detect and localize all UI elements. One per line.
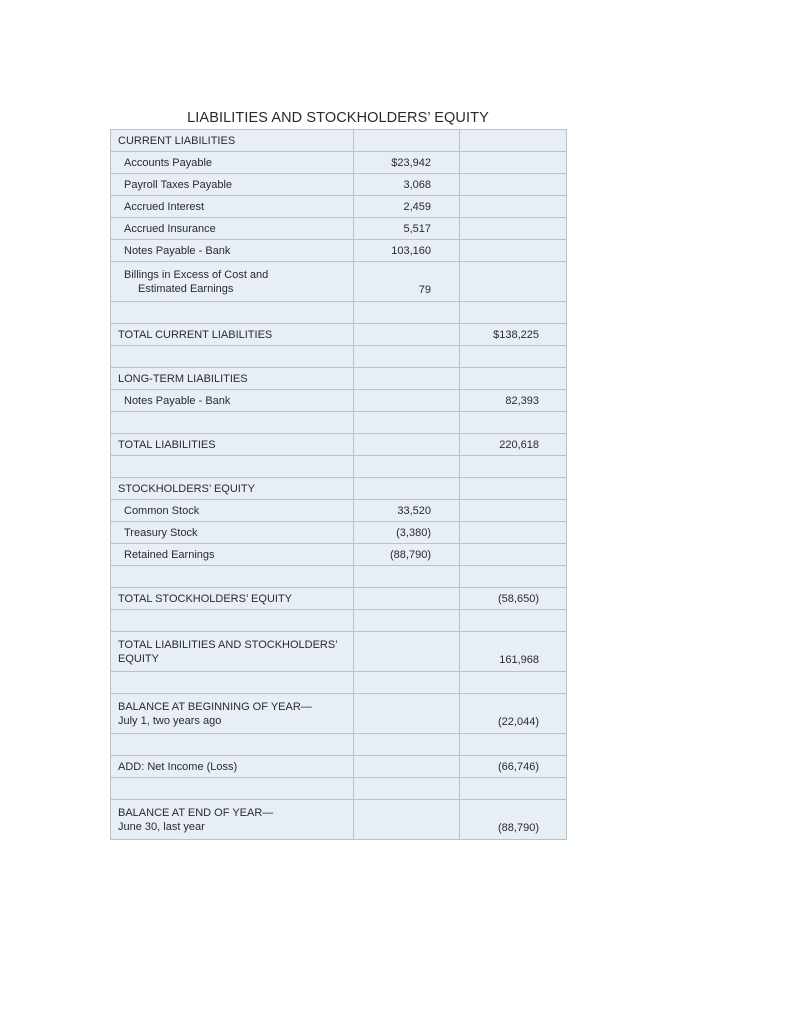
table-row: [111, 522, 567, 544]
total-stockholders-equity-label: TOTAL STOCKHOLDERS’ EQUITY: [111, 588, 354, 610]
balance-beginning-label: [111, 694, 354, 734]
statement-title: LIABILITIES AND STOCKHOLDERS’ EQUITY: [187, 110, 489, 126]
line-item-label: Retained Earnings: [111, 544, 354, 566]
line-item-label: Accounts Payable: [111, 152, 354, 174]
total-current-liabilities-label: TOTAL CURRENT LIABILITIES: [111, 324, 354, 346]
net-income-label: ADD: Net Income (Loss): [111, 756, 354, 778]
section-heading-long-term-liabilities: LONG-TERM LIABILITIES: [111, 368, 354, 390]
total-stockholders-equity-amount: (58,650): [460, 588, 567, 610]
balance-beginning-line1: BALANCE AT BEGINNING OF YEAR—: [118, 700, 312, 713]
balance-beginning-line2: July 1, two years ago: [118, 714, 222, 727]
balance-end-label: [111, 800, 354, 840]
table-row: [111, 130, 567, 152]
line-item-amount: 2,459: [354, 196, 460, 218]
table-row-spacer: [111, 456, 567, 478]
total-liabilities-equity-line1: TOTAL LIABILITIES AND STOCKHOLDERS’: [118, 638, 338, 651]
line-item-label: Payroll Taxes Payable: [111, 174, 354, 196]
table-row-spacer: [111, 672, 567, 694]
section-heading-current-liabilities: CURRENT LIABILITIES: [111, 130, 354, 152]
line-item-amount: 33,520: [354, 500, 460, 522]
liabilities-equity-table: [110, 129, 567, 840]
total-current-liabilities-amount: $138,225: [460, 324, 567, 346]
table-row: [111, 196, 567, 218]
line-item-amount: 79: [354, 262, 460, 302]
table-row: [111, 694, 567, 734]
line-item-amount: 3,068: [354, 174, 460, 196]
table-row-spacer: [111, 302, 567, 324]
total-liabilities-amount: 220,618: [460, 434, 567, 456]
balance-beginning-amount: (22,044): [460, 694, 567, 734]
line-item-label: Notes Payable - Bank: [111, 240, 354, 262]
table-row: [111, 240, 567, 262]
table-row: [111, 756, 567, 778]
table-row: [111, 368, 567, 390]
line-item-amount: 103,160: [354, 240, 460, 262]
table-row-spacer: [111, 566, 567, 588]
table-row: [111, 478, 567, 500]
total-liabilities-equity-label: [111, 632, 354, 672]
billings-label-line1: Billings in Excess of Cost and: [124, 268, 269, 281]
table-row: [111, 500, 567, 522]
line-item-amount: $23,942: [354, 152, 460, 174]
table-row: [111, 544, 567, 566]
billings-label-line2: Estimated Earnings: [138, 282, 234, 295]
total-liabilities-equity-amount: 161,968: [460, 632, 567, 672]
line-item-label-billings: [111, 262, 354, 302]
table-row-spacer: [111, 734, 567, 756]
table-row: [111, 434, 567, 456]
table-row: [111, 152, 567, 174]
line-item-label: Common Stock: [111, 500, 354, 522]
table-row-spacer: [111, 778, 567, 800]
line-item-label: Treasury Stock: [111, 522, 354, 544]
table-row: [111, 588, 567, 610]
table-row: [111, 390, 567, 412]
table-row-spacer: [111, 412, 567, 434]
line-item-label: Notes Payable - Bank: [111, 390, 354, 412]
net-income-amount: (66,746): [460, 756, 567, 778]
section-heading-stockholders-equity: STOCKHOLDERS’ EQUITY: [111, 478, 354, 500]
table-row: [111, 324, 567, 346]
table-row: [111, 262, 567, 302]
table-row: [111, 174, 567, 196]
table-row-spacer: [111, 610, 567, 632]
table-row: [111, 800, 567, 840]
line-item-amount: (3,380): [354, 522, 460, 544]
balance-end-line1: BALANCE AT END OF YEAR—: [118, 806, 274, 819]
total-liabilities-equity-line2: EQUITY: [118, 652, 159, 665]
line-item-amount: 82,393: [460, 390, 567, 412]
table-row: [111, 218, 567, 240]
balance-end-amount: (88,790): [460, 800, 567, 840]
line-item-label: Accrued Interest: [111, 196, 354, 218]
line-item-amount: (88,790): [354, 544, 460, 566]
table-row-spacer: [111, 346, 567, 368]
balance-end-line2: June 30, last year: [118, 820, 205, 833]
total-liabilities-label: TOTAL LIABILITIES: [111, 434, 354, 456]
table-row: [111, 632, 567, 672]
line-item-label: Accrued Insurance: [111, 218, 354, 240]
line-item-amount: 5,517: [354, 218, 460, 240]
